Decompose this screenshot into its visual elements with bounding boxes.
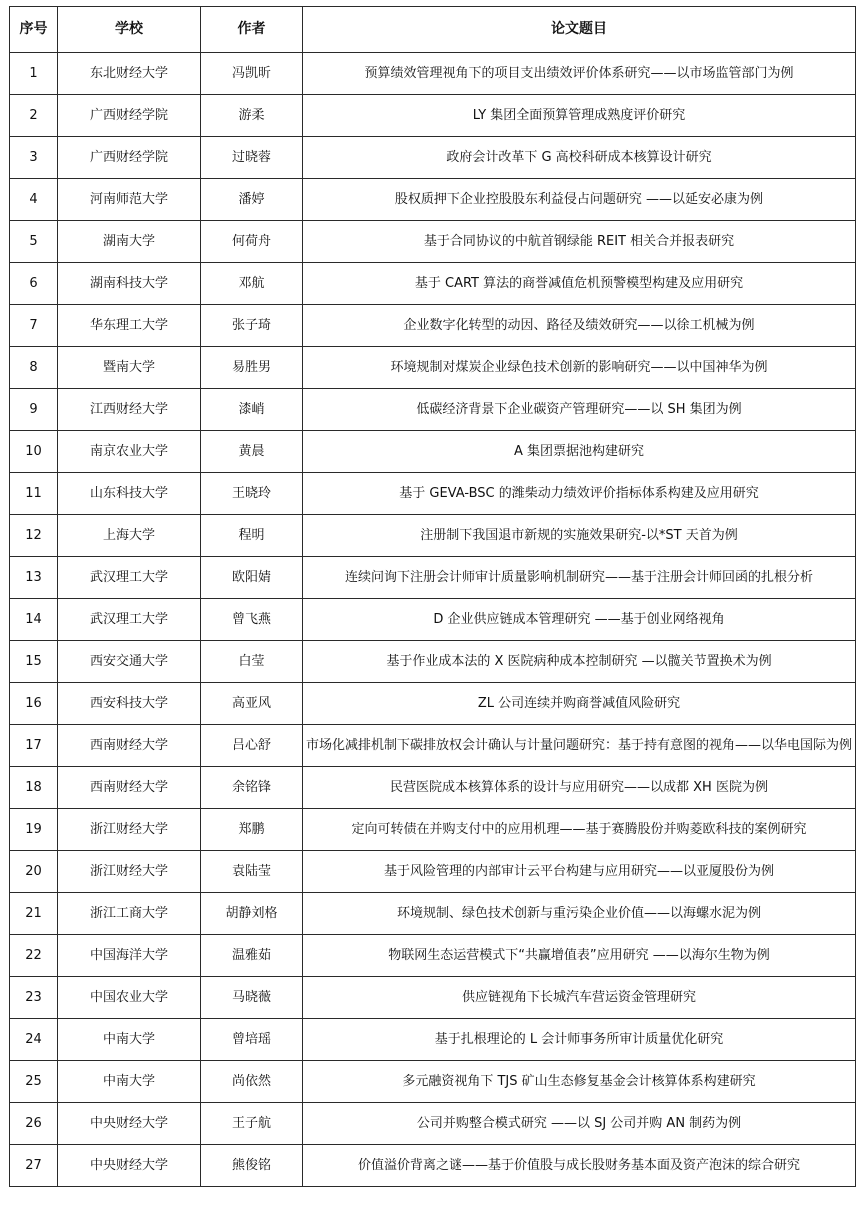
cell-author: 游柔: [201, 95, 303, 137]
cell-school: 武汉理工大学: [58, 557, 201, 599]
cell-school: 西南财经大学: [58, 767, 201, 809]
table-row: [10, 641, 856, 683]
table-row: [10, 893, 856, 935]
cell-author: 张子琦: [201, 305, 303, 347]
cell-author: 曾培瑶: [201, 1019, 303, 1061]
cell-title: 基于 CART 算法的商誉减值危机预警模型构建及应用研究: [303, 263, 856, 305]
header-school: 学校: [58, 7, 201, 53]
cell-author: 易胜男: [201, 347, 303, 389]
cell-school: 广西财经学院: [58, 137, 201, 179]
cell-title: 环境规制对煤炭企业绿色技术创新的影响研究——以中国神华为例: [303, 347, 856, 389]
cell-title: 基于 GEVA-BSC 的潍柴动力绩效评价指标体系构建及应用研究: [303, 473, 856, 515]
cell-index: 14: [10, 599, 58, 641]
header-author: 作者: [201, 7, 303, 53]
cell-index: 22: [10, 935, 58, 977]
cell-school: 暨南大学: [58, 347, 201, 389]
cell-author: 程明: [201, 515, 303, 557]
table-row: [10, 683, 856, 725]
cell-school: 中国农业大学: [58, 977, 201, 1019]
table-row: [10, 179, 856, 221]
cell-index: 4: [10, 179, 58, 221]
cell-author: 过晓蓉: [201, 137, 303, 179]
cell-author: 熊俊铭: [201, 1145, 303, 1187]
table-row: [10, 1061, 856, 1103]
cell-author: 高亚风: [201, 683, 303, 725]
cell-author: 漆峭: [201, 389, 303, 431]
table-row: [10, 1103, 856, 1145]
table-row: [10, 473, 856, 515]
cell-author: 潘婷: [201, 179, 303, 221]
table-row: [10, 53, 856, 95]
table-header: [10, 7, 856, 53]
cell-title: 政府会计改革下 G 高校科研成本核算设计研究: [303, 137, 856, 179]
cell-author: 何荷舟: [201, 221, 303, 263]
cell-author: 袁陆莹: [201, 851, 303, 893]
cell-school: 浙江工商大学: [58, 893, 201, 935]
cell-title: 定向可转债在并购支付中的应用机理——基于赛腾股份并购菱欧科技的案例研究: [303, 809, 856, 851]
header-index: 序号: [10, 7, 58, 53]
cell-school: 上海大学: [58, 515, 201, 557]
cell-author: 欧阳婧: [201, 557, 303, 599]
cell-school: 华东理工大学: [58, 305, 201, 347]
cell-title: 市场化减排机制下碳排放权会计确认与计量问题研究：基于持有意图的视角——以华电国际为例: [303, 725, 856, 767]
cell-index: 3: [10, 137, 58, 179]
cell-index: 13: [10, 557, 58, 599]
table-row: [10, 263, 856, 305]
table-row: [10, 389, 856, 431]
cell-school: 中央财经大学: [58, 1103, 201, 1145]
cell-index: 2: [10, 95, 58, 137]
cell-title: 股权质押下企业控股股东利益侵占问题研究 ——以延安必康为例: [303, 179, 856, 221]
cell-author: 尚依然: [201, 1061, 303, 1103]
table-row: [10, 767, 856, 809]
cell-author: 吕心舒: [201, 725, 303, 767]
table-row: [10, 347, 856, 389]
cell-author: 胡静刘格: [201, 893, 303, 935]
cell-author: 王晓玲: [201, 473, 303, 515]
table-row: [10, 95, 856, 137]
cell-index: 12: [10, 515, 58, 557]
cell-title: 基于合同协议的中航首钢绿能 REIT 相关合并报表研究: [303, 221, 856, 263]
cell-author: 王子航: [201, 1103, 303, 1145]
cell-title: A 集团票据池构建研究: [303, 431, 856, 473]
table-row: [10, 851, 856, 893]
cell-index: 25: [10, 1061, 58, 1103]
cell-index: 9: [10, 389, 58, 431]
cell-index: 18: [10, 767, 58, 809]
cell-index: 10: [10, 431, 58, 473]
cell-index: 7: [10, 305, 58, 347]
cell-title: 基于风险管理的内部审计云平台构建与应用研究——以亚厦股份为例: [303, 851, 856, 893]
cell-title: 预算绩效管理视角下的项目支出绩效评价体系研究——以市场监管部门为例: [303, 53, 856, 95]
cell-index: 17: [10, 725, 58, 767]
table-row: [10, 725, 856, 767]
cell-title: 连续问询下注册会计师审计质量影响机制研究——基于注册会计师回函的扎根分析: [303, 557, 856, 599]
cell-school: 中国海洋大学: [58, 935, 201, 977]
cell-index: 19: [10, 809, 58, 851]
table-body: [10, 53, 856, 1187]
cell-title: 环境规制、绿色技术创新与重污染企业价值——以海螺水泥为例: [303, 893, 856, 935]
cell-school: 江西财经大学: [58, 389, 201, 431]
cell-title: D 企业供应链成本管理研究 ——基于创业网络视角: [303, 599, 856, 641]
cell-school: 浙江财经大学: [58, 851, 201, 893]
cell-school: 山东科技大学: [58, 473, 201, 515]
cell-title: 价值溢价背离之谜——基于价值股与成长股财务基本面及资产泡沫的综合研究: [303, 1145, 856, 1187]
cell-author: 黄晨: [201, 431, 303, 473]
cell-index: 20: [10, 851, 58, 893]
cell-school: 河南师范大学: [58, 179, 201, 221]
cell-title: ZL 公司连续并购商誉减值风险研究: [303, 683, 856, 725]
cell-title: 注册制下我国退市新规的实施效果研究-以*ST 天首为例: [303, 515, 856, 557]
cell-index: 8: [10, 347, 58, 389]
table-row: [10, 515, 856, 557]
cell-school: 东北财经大学: [58, 53, 201, 95]
cell-school: 中南大学: [58, 1019, 201, 1061]
header-row: [10, 7, 856, 53]
cell-author: 马晓薇: [201, 977, 303, 1019]
cell-school: 湖南科技大学: [58, 263, 201, 305]
table-row: [10, 1145, 856, 1187]
cell-school: 浙江财经大学: [58, 809, 201, 851]
table-row: [10, 1019, 856, 1061]
table-row: [10, 977, 856, 1019]
cell-author: 冯凯昕: [201, 53, 303, 95]
table-row: [10, 305, 856, 347]
cell-index: 6: [10, 263, 58, 305]
cell-index: 16: [10, 683, 58, 725]
cell-index: 21: [10, 893, 58, 935]
cell-title: 民营医院成本核算体系的设计与应用研究——以成都 XH 医院为例: [303, 767, 856, 809]
cell-title: 基于作业成本法的 X 医院病种成本控制研究 —以髋关节置换术为例: [303, 641, 856, 683]
paper-list-table: [9, 6, 856, 1187]
cell-index: 1: [10, 53, 58, 95]
cell-title: 低碳经济背景下企业碳资产管理研究——以 SH 集团为例: [303, 389, 856, 431]
table-row: [10, 137, 856, 179]
cell-author: 余铭锋: [201, 767, 303, 809]
cell-title: 企业数字化转型的动因、路径及绩效研究——以徐工机械为例: [303, 305, 856, 347]
table-row: [10, 935, 856, 977]
header-title: 论文题目: [303, 7, 856, 53]
cell-title: 公司并购整合模式研究 ——以 SJ 公司并购 AN 制药为例: [303, 1103, 856, 1145]
cell-author: 邓航: [201, 263, 303, 305]
cell-school: 西安科技大学: [58, 683, 201, 725]
cell-school: 中南大学: [58, 1061, 201, 1103]
table-row: [10, 557, 856, 599]
cell-author: 郑鹏: [201, 809, 303, 851]
cell-author: 曾飞燕: [201, 599, 303, 641]
cell-index: 23: [10, 977, 58, 1019]
table-row: [10, 599, 856, 641]
cell-title: 基于扎根理论的 L 会计师事务所审计质量优化研究: [303, 1019, 856, 1061]
cell-school: 武汉理工大学: [58, 599, 201, 641]
cell-author: 温雅茹: [201, 935, 303, 977]
cell-index: 24: [10, 1019, 58, 1061]
cell-school: 中央财经大学: [58, 1145, 201, 1187]
cell-index: 11: [10, 473, 58, 515]
cell-index: 5: [10, 221, 58, 263]
table-row: [10, 809, 856, 851]
cell-title: 物联网生态运营模式下“共赢增值表”应用研究 ——以海尔生物为例: [303, 935, 856, 977]
cell-school: 南京农业大学: [58, 431, 201, 473]
cell-school: 西南财经大学: [58, 725, 201, 767]
cell-index: 26: [10, 1103, 58, 1145]
table-row: [10, 431, 856, 473]
cell-school: 广西财经学院: [58, 95, 201, 137]
cell-index: 15: [10, 641, 58, 683]
cell-index: 27: [10, 1145, 58, 1187]
cell-title: 多元融资视角下 TJS 矿山生态修复基金会计核算体系构建研究: [303, 1061, 856, 1103]
cell-school: 湖南大学: [58, 221, 201, 263]
cell-author: 白莹: [201, 641, 303, 683]
cell-school: 西安交通大学: [58, 641, 201, 683]
table-row: [10, 221, 856, 263]
cell-title: LY 集团全面预算管理成熟度评价研究: [303, 95, 856, 137]
cell-title: 供应链视角下长城汽车营运资金管理研究: [303, 977, 856, 1019]
